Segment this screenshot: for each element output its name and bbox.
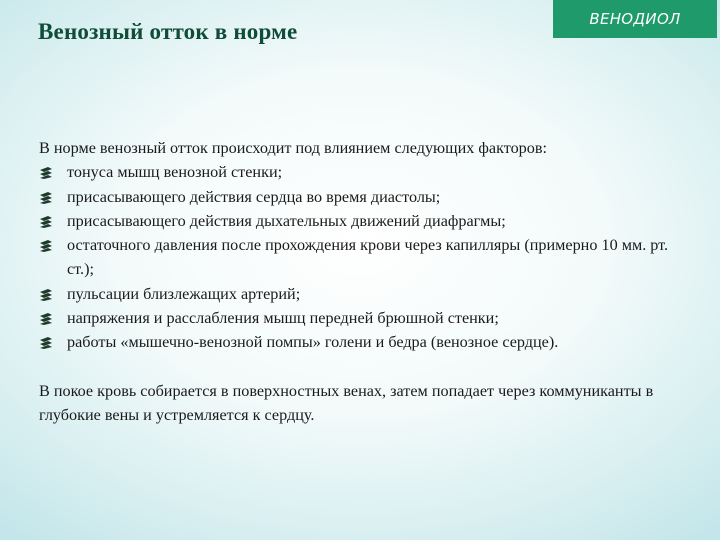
stacked-leaf-bullet-icon — [39, 191, 54, 204]
brand-badge: ВЕНОДИОЛ — [553, 0, 717, 38]
list-item — [39, 160, 699, 184]
list-item — [39, 306, 699, 330]
factor-text: работы «мышечно-венозной помпы» голени и бедра (венозное сердце). — [67, 333, 559, 352]
factor-text: остаточного давления после прохождения крови через капилляры (примерно 10 мм. рт. ст.); — [67, 236, 669, 279]
slide-title: Венозный отток в норме — [38, 19, 298, 44]
stacked-leaf-bullet-icon — [39, 288, 54, 301]
stacked-leaf-bullet-icon — [39, 239, 54, 252]
list-item — [39, 209, 699, 233]
list-item — [39, 330, 699, 354]
list-item — [39, 282, 699, 306]
stacked-leaf-bullet-icon — [39, 215, 54, 228]
factor-text: присасывающего действия сердца во время диастолы; — [67, 187, 441, 206]
stacked-leaf-bullet-icon — [39, 312, 54, 325]
factor-text: присасывающего действия дыхательных движений диафрагмы; — [67, 211, 506, 230]
factor-text: тонуса мышц венозной стенки; — [67, 163, 283, 182]
intro-text: В норме венозный отток происходит под влиянием следующих факторов: — [39, 139, 548, 157]
slide-content — [39, 136, 699, 427]
list-item — [39, 233, 699, 282]
stacked-leaf-bullet-icon — [39, 336, 54, 349]
list-item — [39, 185, 699, 209]
stacked-leaf-bullet-icon — [39, 166, 54, 179]
factor-text: напряжения и расслабления мышц передней брюшной стенки; — [67, 309, 499, 328]
outro-text: В покое кровь собирается в поверхностных венах, затем попадает через коммуниканты в глубокие вены и устремляется к сердцу. — [39, 381, 654, 424]
factors-list — [39, 160, 699, 354]
factor-text: пульсации близлежащих артерий; — [67, 284, 301, 303]
